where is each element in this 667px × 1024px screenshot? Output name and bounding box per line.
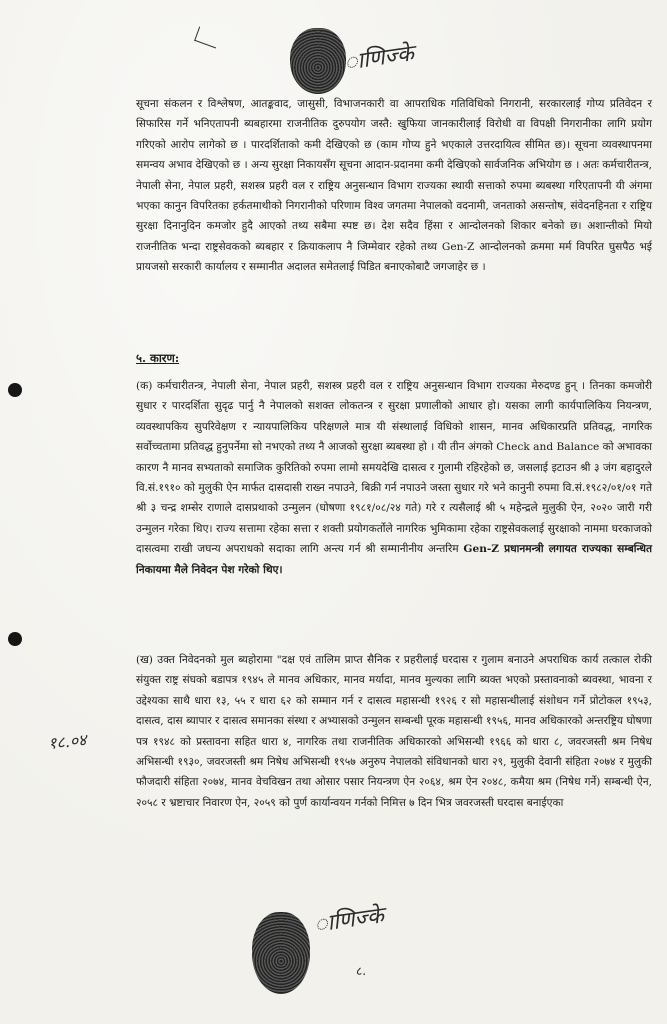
page-number: ८. bbox=[356, 964, 367, 978]
punch-hole-top bbox=[8, 383, 22, 397]
punch-hole-bottom bbox=[8, 632, 22, 646]
paragraph-kha: (ख) उक्त निवेदनको मुल ब्यहोरामा "दक्ष एवं तालिम प्राप्त सैनिक र प्रहरीलाई घरदास र गुलाम बनाउने अपराधिक कार्य तत्काल रोकी संयुक्त राष्ट्र संघको बडापत्र १९४५ ले मानव अधिकार, मानव मर्यादा, मानव मुल्यका लागि ब्यक्त भएको प्रस्तावनाको ब्यवस्था, भावना र उद्देश्यका साथै धारा १३, ५५ र धारा ६२ को सम्मान गर्न र दासत्व महासन्धी १९२६ र सो महासन्धीलाई संशोधन गर्ने प्रोटोकल १९५३, दासत्व, दास ब्यापार र दासत्व समानका संस्था र अभ्यासको उन्मुलन सम्बन्धी पूरक महासन्धी १९५६, मानव अधिकारको अन्तरष्ट्रिय घोषणा पत्र १९४८ को प्रस्तावना सहित धारा ४, नागरिक तथा राजनीतिक अधिकारको अभिसन्धी १९६६ को धारा ८, जवरजस्ती श्रम निषेध अभिसन्धी १९३०, जवरजस्ती श्रम निषेध अभिसन्धी १९५७ अनुरुप नेपालको संविधानको धारा २९, मुलुकी देवानी संहिता २०७४ र मुलुकी फौजदारी संहिता २०७४, मानव वेचविखन तथा ओसार पसार नियन्त्रण ऐन २०६४, श्रम ऐन २०४८, कमैया श्रम (निषेध गर्ने) सम्बन्धी ऐन, २०५८ र भ्रष्टाचार निवारण ऐन, २०५९ को पुर्ण कार्यान्वयन गर्नको निमित्त ७ दिन भित्र जवरजस्ती घरदास बनाईएका bbox=[136, 654, 652, 809]
thumbprint-bottom bbox=[252, 912, 310, 994]
paragraph-ka-text: (क) कर्मचारीतन्त्र, नेपाली सेना, नेपाल प्रहरी, सशस्त्र प्रहरी वल र राष्ट्रिय अनुसन्धान विभाग राज्यका मेरुदण्ड हुन् । तिनका कमजोरी सुधार र पारदर्शिता सुदृढ पार्नु नै नेपालको सशक्त लोकतन्त्र र सुरक्षा प्रणालीको आधार हो। यसका लागी कार्यपालिकिय नियन्त्रण, व्यवस्थापकिय सुपरिवेक्षण र न्यायपालिकिय परिक्षणले मात्र यी संस्थालाई विधिको शासन, मानव अधिकारप्रति प्रतिवद्ध, नागरिक सर्वोच्चतामा प्रतिवद्ध हुनुपर्नेमा सो नभएको तथ्य नै आजको सुरक्षा ब्यबस्था हो । यी तीन अंगको Check and Balance को अभावका कारण नै मानव सभ्यताको समाजिक कुरितिको रुपमा लामो समयदेखि दासत्व र गुलामी रहिरहेको छ, जसलाई इटाउन श्री ३ जंग बहादुरले वि.सं.१९१० को मुलुकी ऐन मार्फत दासदासी राख्न नपाउने, बिक्री गर्न नपाउने जस्ता सुधार गरे भने कानुनी रुपमा वि.सं.१९८२/०१/०१ गते श्री ३ चन्द्र शम्सेर राणाले दासप्रथाको उन्मुलन (घोषणा १९८१/०८/२४ गते) गरे र त्यसैलाई श्री ५ महेन्द्रले मुलुकी ऐन, २०२० जारी गरी उन्मुलन गरेका थिए। राज्य सत्तामा रहेका सत्ता र शक्ती प्रयोगकर्तोले नागरिक भुमिकामा रहेका राष्ट्रसेवकलाई सुरक्षाको नाममा घरकाजको दासत्वमा राखी जघन्य अपराधको सदाका लागि अन्त्य गर्न श्री सम्मानीनीय अन्तरिम bbox=[136, 380, 652, 556]
side-note: १८.०४ bbox=[47, 730, 88, 753]
signature-top: ाणिज्के bbox=[342, 41, 416, 76]
signature-bottom: ाणिज्के bbox=[312, 903, 386, 938]
paragraph-ka-bold-text: Gen-Z प्रधानमन्त्री लगायत राज्यका सम्बन्धित निकायमा मैले निवेदन पेश गरेको थिए। bbox=[136, 543, 653, 576]
paragraph-ka bbox=[136, 376, 652, 580]
thumbprint-top bbox=[290, 28, 346, 94]
section-heading: ५. कारण: bbox=[136, 351, 180, 365]
pen-mark-top bbox=[194, 27, 221, 49]
intro-paragraph: सूचना संकलन र विश्लेषण, आतङ्कवाद, जासुसी, विभाजनकारी वा आपराधिक गतिविधिको निगरानी, सरकारलाई गोप्य प्रतिवेदन र सिफारिस गर्ने भनिएतापनी ब्यबहारमा राजनीतिक दुरुपयोग जस्तै: खुफिया जानकारीलाई विरोधी वा विपक्षी निगरानीका लागि प्रयोग गरिएको आरोप लागेको छ । पारदर्शिताको कमी देखिएको छ (काम गोप्य हुने भएकाले उत्तरदायित्व सीमित छ)। सूचना व्यवस्थापनमा समन्वय अभाव देखिएको छ । अन्य सुरक्षा निकायसँग सूचना आदान-प्रदानमा कमी देखिएको सार्वजनिक अभियोग छ । अतः कर्मचारीतन्त्र, नेपाली सेना, नेपाल प्रहरी, सशस्त्र प्रहरी वल र राष्ट्रिय अनुसन्धान विभाग राज्यका स्थायी सत्ताको रुपमा ब्यबस्था गरिएतापनी यी अंगमा भएका कानुन विपरितका हर्कतमाथीको निगरानीको परिणाम विश्व जगतमा नेपालको वदनामी, जनताको असन्तोष, संवेदनहिनता र राष्ट्रिय सुरक्षा दिनानुदिन कमजोर हुदै आएको तथ्य सबैमा स्पष्ट छ। देश सदैव हिंसा र आन्दोलनको शिकार बनेको छ। अशान्तीको मियो राजनीतिक भन्दा राष्ट्रसेवकको ब्यबहार र क्रियाकलाप नै जिम्मेवार रहेको तथ्य Gen-Z आन्दोलनको क्रममा मर्म विपरित घुसपैठ भई प्रायजसो सरकारी कार्यालय र सम्मानीत अदालत समेतलाई पिडित बनाएकोबाटै जगजाहेर छ । bbox=[136, 98, 652, 274]
